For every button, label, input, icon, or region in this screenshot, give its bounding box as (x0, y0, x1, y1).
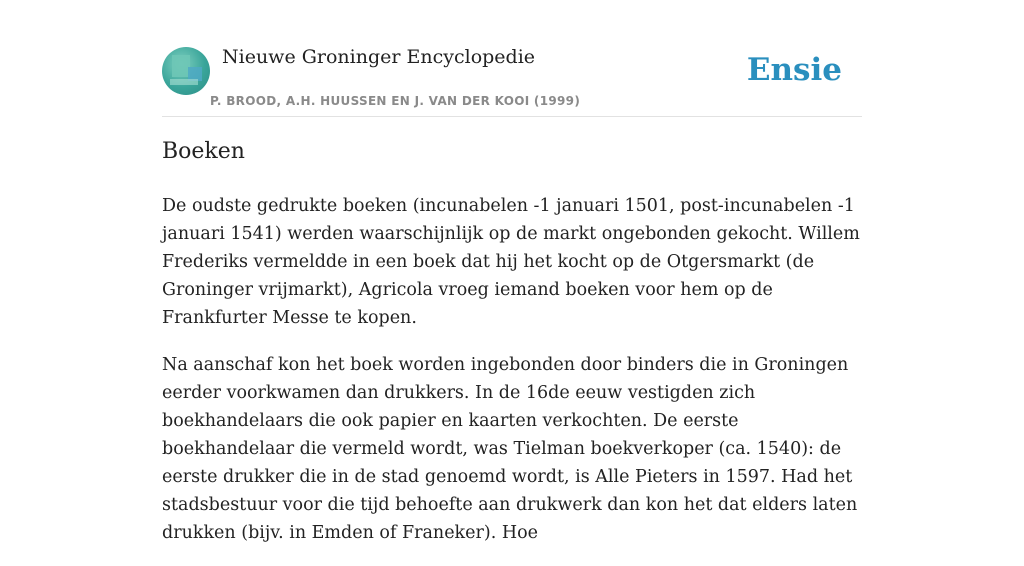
book-authors: P. BROOD, A.H. HUUSSEN EN J. VAN DER KOOI (1999) (210, 94, 581, 108)
book-title[interactable]: Nieuwe Groninger Encyclopedie (222, 46, 536, 68)
ensie-logo[interactable]: Ensie (746, 52, 842, 88)
article-paragraph: Na aanschaf kon het boek worden ingebonden door binders die in Groningen eerder voorkwamen dan drukkers. In de 16de eeuw vestigden zich boekhandelaars die ook papier en kaarten verkochten. De eerste boekhandelaar die vermeld wordt, was Tielman boekverkoper (ca. 1540): de eerste drukker die in de stad genoemd wordt, is Alle Pieters in 1597. Had het stadsbestuur voor die tijd behoefte aan drukwerk dan kon het dat elders laten drukken (bijv. in Emden of Franeker). Hoe (162, 355, 858, 543)
article-title: Boeken (162, 139, 245, 164)
article-paragraph: De oudste gedrukte boeken (incunabelen -1 januari 1501, post-incunabelen -1 januari 1541) werden waarschijnlijk op de markt ongebonden gekocht. Willem Frederiks vermeldde in een boek dat hij het kocht op de Otgersmarkt (de Groninger vrijmarkt), Agricola vroeg iemand boeken voor hem op de Frankfurter Messe te kopen. (162, 196, 860, 328)
book-cover-thumbnail[interactable] (162, 47, 210, 95)
source-header (162, 44, 862, 117)
article-body (162, 192, 868, 566)
